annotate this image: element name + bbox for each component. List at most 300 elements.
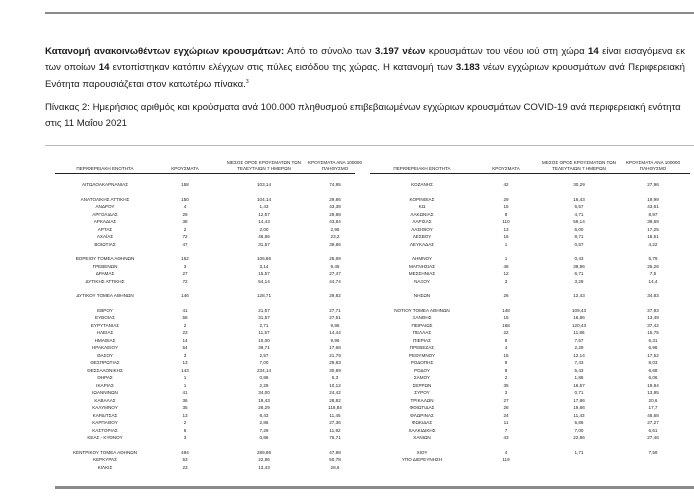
per100k-cell: 10,12 [329,382,341,388]
cases-cell: 72 [182,278,188,284]
table-row [370,338,690,346]
table-row [55,360,355,368]
cases-cell: 4 [183,204,187,209]
cases-cell: 494 [181,449,189,455]
avg7-cell: 4,71 [574,211,584,217]
region-cell: ΛΕΥΚΑΔΑΣ [409,241,435,247]
avg7-cell: 30,29 [573,182,585,187]
cases-cell: 15 [503,204,509,209]
table-row [55,398,355,406]
table-row [55,264,355,272]
table-row [370,264,690,272]
region-cell: ΑΝΑΤΟΛΙΚΗΣ ΑΤΤΙΚΗΣ [80,196,130,202]
avg7-cell: 0,86 [259,375,269,380]
header-cases: ΚΡΟΥΣΜΑΤΑ [492,166,520,171]
table-row [370,383,690,391]
per100k-cell: 8,97 [648,211,658,217]
avg7-cell: 3,29 [574,278,584,284]
per100k-cell: 6,96 [648,345,658,350]
per100k-cell: 30,89 [329,367,341,373]
region-cell: ΕΒΡΟΥ [97,307,113,313]
cases-cell: 47 [182,241,188,247]
avg7-cell: 7,57 [574,337,584,343]
table-row [370,197,690,205]
region-cell: ΚΑΛΥΜΝΟΥ [92,405,118,410]
per100k-cell: 37,42 [647,322,659,328]
table-row [370,368,690,376]
cases-cell: 3 [504,278,508,284]
per100k-cell: 6,06 [648,375,658,380]
cases-cell: 3 [183,352,187,358]
cases-cell: 143 [181,367,189,373]
avg7-cell: 16,57 [573,382,585,388]
avg7-cell: 16,43 [573,196,585,202]
region-cell: ΚΑΡΠΑΘΟΥ [92,420,118,425]
cases-cell: 14 [182,337,188,343]
per100k-cell: 13,49 [647,315,659,320]
avg7-cell: 12,14 [573,352,585,358]
cases-cell: 4 [504,345,508,350]
region-cell: ΘΑΣΟΥ [97,352,113,358]
cases-cell: 3 [183,263,187,269]
region-cell: ΛΑΡΙΣΑΣ [412,219,432,224]
region-cell: ΡΕΘΥΜΝΟΥ [408,352,436,358]
region-cell: ΔΡΑΜΑΣ [95,271,115,276]
cases-cell: 2 [183,420,187,425]
per100k-cell: 11,45 [329,412,341,418]
avg7-cell: 234,14 [256,367,272,373]
total-new-cases: 3.197 νέων [375,46,426,57]
table-row [370,308,690,316]
avg7-cell: 5,86 [574,420,584,425]
per100k-cell: 7,5 [649,271,657,276]
table-row [370,293,690,301]
cases-cell: 11 [503,420,509,425]
cases-cell: 35 [182,405,188,410]
per100k-cell: 27,46 [647,435,659,440]
region-cell: ΣΥΡΟΥ [414,390,430,395]
cases-cell: 53 [182,457,188,462]
avg7-cell: 8,43 [259,412,269,418]
per100k-cell: 15,75 [647,330,659,335]
paragraph-text: κρουσμάτων του νέου ιού στη χώρα [425,46,589,57]
avg7-cell: 11,86 [573,330,585,335]
table-row [370,234,690,242]
per100k-cell: 6,68 [648,367,658,373]
region-cell: ΙΚΑΡΙΑΣ [96,382,114,388]
region-cell: ΔΥΤΙΚΟΥ ΤΟΜΕΑ ΑΘΗΝΩΝ [76,293,134,298]
avg7-cell: 10,00 [258,337,270,343]
cases-cell: 152 [181,256,189,261]
table-row [370,353,690,361]
avg7-cell: 34,00 [258,390,270,395]
table-row [55,279,355,287]
table-row [55,204,355,212]
avg7-cell: 56,14 [573,219,585,224]
table-row [55,234,355,242]
cases-cell: 26 [503,293,509,298]
header-per-100k: ΚΡΟΥΣΜΑΤΑ ΑΝΑ 100000 ΠΛΗΘΥΣΜΟ [307,160,363,171]
cases-cell: 24 [503,412,509,418]
avg7-cell: 15,57 [258,271,270,276]
footnote-marker[interactable]: 3 [245,78,249,85]
cases-cell: 27 [182,271,188,276]
table-row [370,405,690,413]
region-cell: ΑΡΤΑΣ [97,226,113,232]
cases-cell: 2 [183,226,187,232]
per100k-cell: 17,7 [648,405,658,410]
table-row [370,457,690,465]
avg7-cell: 104,14 [256,196,272,202]
domestic-cases: 3.183 [455,62,480,74]
avg7-cell: 1,86 [574,375,584,380]
region-cell: ΚΑΡΔΙΤΣΑΣ [92,412,118,418]
per100k-cell: 28,6 [330,464,340,470]
per100k-cell: 29,86 [329,196,341,202]
table-row [55,345,355,353]
table-caption: Πίνακας 2: Ημερήσιος αριθμός και κρούσματα ανά 100.000 πληθυσμού επιβεβαιωμένων εγχώριων κρουσμάτων COVID-19 ανά περιφερειακή ενότητα στις 11 Μαΐου 2021 [45,102,681,129]
table-row [55,242,355,250]
per100k-cell: 14,4 [648,278,658,284]
per100k-cell: 21,79 [329,352,341,358]
avg7-cell: 19,86 [573,405,585,410]
avg7-cell: 2,71 [259,322,269,328]
table-row [370,345,690,353]
cases-cell: 146 [181,293,189,298]
region-cell: ΗΛΕΙΑΣ [96,330,114,335]
region-cell: ΧΑΝΙΩΝ [413,435,431,440]
avg7-cell: 2,86 [259,420,269,425]
per100k-cell: 29,83 [329,360,341,365]
table-row [55,413,355,421]
per100k-cell: 76,71 [329,435,341,440]
avg7-cell: 6,71 [574,271,584,276]
region-cell: ΕΥΡΥΤΑΝΙΑΣ [90,322,120,328]
avg7-cell: 6,00 [574,226,584,232]
per100k-cell: 27,93 [647,307,659,313]
per100k-cell: 19,99 [647,196,659,202]
avg7-cell: 2,57 [259,352,269,358]
region-cell: ΗΡΑΚΛΕΙΟΥ [91,345,119,350]
avg7-cell: 0,57 [574,241,584,247]
table-row [370,360,690,368]
per100k-cell: 38,69 [647,219,659,224]
cases-cell: 38 [182,219,188,224]
table-row [370,242,690,250]
region-cell: ΜΑΓΝΗΣΙΑΣ [408,263,436,269]
page-top-rule [45,12,694,14]
per100k-cell: 27,47 [329,271,341,276]
per100k-cell: 18,51 [647,234,659,239]
region-cell: ΚΙΛΚΙΣ [97,464,113,470]
avg7-cell: 39,71 [258,345,270,350]
table-row [55,271,355,279]
region-cell: ΑΙΤΩΛΟΑΚΑΡΝΑΝΙΑΣ [81,182,129,187]
cases-cell: 29 [503,196,509,202]
cases-cell: 15 [503,315,509,320]
cases-cell: 3 [504,390,508,395]
table-row [55,435,355,443]
table-row [55,197,355,205]
avg7-cell: 128,71 [256,293,272,298]
region-cell: ΣΑΜΟΥ [413,375,431,380]
table-row [370,420,690,428]
table-row [370,450,690,458]
avg7-cell: 109,43 [571,307,587,313]
region-cell: ΑΧΑΪΑΣ [96,234,114,239]
avg7-cell: 21,57 [258,307,270,313]
per100k-cell: 27,51 [329,315,341,320]
table-right-half [370,157,690,465]
border-cases: 14 [98,62,110,74]
region-cell: ΘΕΣΠΡΩΤΙΑΣ [90,360,120,365]
cases-cell: 23 [182,464,188,470]
table-row [370,323,690,331]
header-region: ΠΕΡΙΦΕΡΕΙΑΚΗ ΕΝΟΤΗΤΑ [393,166,451,171]
per100k-cell: 5,79 [648,256,658,261]
imported-cases: 14 [588,46,599,57]
table-row [370,219,690,227]
table-row [370,227,690,235]
table-row [55,315,355,323]
table-row [370,413,690,421]
region-cell: ΜΕΣΣΗΝΙΑΣ [408,271,436,276]
table-row [370,398,690,406]
avg7-cell: 31,57 [258,315,270,320]
per100k-cell: 6,61 [648,427,658,433]
avg7-cell: 106,86 [256,256,272,261]
paragraph-text: Από το σύνολο των [284,46,375,57]
per100k-cell: 27,36 [329,420,341,425]
region-cell: ΛΗΜΝΟΥ [411,256,433,261]
per100k-cell: 46,68 [647,412,659,418]
table-row [55,405,355,413]
cases-cell: 2 [504,375,508,380]
region-cell: ΦΩΚΙΔΑΣ [411,420,433,425]
per100k-cell: 11,92 [329,427,341,433]
table-row [370,204,690,212]
per100k-cell: 7,59 [648,449,658,455]
per100k-cell: 25,26 [647,263,659,269]
per100k-cell: 34,83 [647,293,659,298]
region-cell: ΗΜΑΘΙΑΣ [94,337,116,343]
region-cell: ΛΕΣΒΟΥ [412,234,432,239]
per100k-cell: 44,74 [329,278,341,284]
table-body [55,182,355,472]
per100k-cell: 14,44 [329,330,341,335]
cases-cell: 6 [183,427,187,433]
cases-cell: 36 [182,397,188,403]
region-cell: ΛΑΣΙΘΙΟΥ [411,226,433,232]
per100k-cell: 118,84 [328,405,342,410]
avg7-cell: 0,71 [574,390,584,395]
region-cell: ΔΥΤΙΚΗΣ ΑΤΤΙΚΗΣ [85,278,125,284]
per100k-cell: 29,88 [329,211,341,217]
region-cell: ΚΩ [418,204,426,209]
table-row [55,212,355,220]
table-top-rule [45,145,694,146]
avg7-cell: 7,00 [259,360,269,365]
avg7-cell: 289,86 [256,449,272,455]
avg7-cell: 7,29 [259,427,269,433]
region-cell: ΚΑΣΤΟΡΙΑΣ [92,427,118,433]
table-row [55,330,355,338]
table-body [370,182,690,465]
table-row [55,219,355,227]
cases-cell: 28 [503,405,509,410]
avg7-cell: 54,14 [258,278,270,284]
cases-cell: 23 [182,330,188,335]
cases-cell: 8 [504,211,508,217]
per100k-cell: 9,96 [330,337,340,343]
region-cell: ΝΗΣΩΝ [413,293,431,298]
region-cell: ΓΡΕΒΕΝΩΝ [92,263,118,269]
avg7-cell: 14,43 [258,219,270,224]
cases-cell: 158 [181,182,189,187]
cases-cell: 41 [182,307,188,313]
table-row [55,465,355,473]
table-row [370,435,690,443]
cases-cell: 41 [182,390,188,395]
region-cell: ΡΟΔΟΥ [413,367,430,373]
paragraph-text: εντοπίστηκαν κατόπιν ελέγχων στις πύλες εισόδου της χώρας. Η κατανομή των [109,62,456,74]
avg7-cell: 12,43 [573,293,585,298]
cases-cell: 16 [503,234,509,239]
cases-cell: 168 [502,322,510,328]
cases-cell: 1 [183,382,187,388]
avg7-cell: 1,43 [259,204,269,209]
table-row [55,375,355,383]
region-cell: ΣΕΡΡΩΝ [412,382,432,388]
region-cell: ΚΑΒΑΛΑΣ [94,397,116,403]
per100k-cell: 28,82 [329,397,341,403]
per100k-cell: 17,52 [647,352,659,358]
cases-cell: 12 [503,271,509,276]
cases-cell: 58 [182,315,188,320]
per100k-cell: 17,68 [329,345,341,350]
region-cell: ΚΟΖΑΝΗΣ [411,182,433,187]
per100k-cell: 24,42 [329,390,341,395]
per100k-cell: 13,95 [647,390,659,395]
cases-cell: 27 [503,397,509,403]
cases-cell: 7 [504,427,508,433]
table-row [55,293,355,301]
paragraph-text: είναι εισαγόμενα εκ των οποίων [45,46,685,74]
avg7-cell: 28,29 [258,405,270,410]
avg7-cell: 2,29 [259,382,269,388]
per100k-cell: 74,95 [329,182,341,187]
per100k-cell: 25,69 [329,256,341,261]
table-row [55,450,355,458]
cases-cell: 110 [502,219,510,224]
header-per-100k: ΚΡΟΥΣΜΑΤΑ ΑΝΑ 100000 ΠΛΗΘΥΣΜΟ [625,160,681,171]
avg7-cell: 2,29 [574,345,584,350]
avg7-cell: 16,86 [573,315,585,320]
per100k-cell: 2,95 [330,226,340,232]
region-cell: ΝΑΞΟΥ [414,278,430,284]
table-row [370,390,690,398]
table-row [370,256,690,264]
avg7-cell: 11,57 [258,330,270,335]
region-cell: ΒΟΡΕΙΟΥ ΤΟΜΕΑ ΑΘΗΝΩΝ [75,256,135,261]
table-row [370,330,690,338]
per100k-cell: 9,96 [330,322,340,328]
per100k-cell: 8,03 [648,360,658,365]
header-cases: ΚΡΟΥΣΜΑΤΑ [171,166,199,171]
region-cell: ΑΝΔΡΟΥ [95,204,115,209]
per100k-cell: 27,71 [329,307,341,313]
table-row [55,182,355,190]
cases-cell: 29 [182,211,188,217]
table-row [370,279,690,287]
table-row [55,227,355,235]
avg7-cell: 7,00 [574,427,584,433]
avg7-cell: 1,71 [574,449,584,455]
cases-cell: 3 [183,435,187,440]
table-row [370,182,690,190]
avg7-cell: 11,43 [573,412,585,418]
avg7-cell: 103,14 [256,182,272,187]
cases-cell: 13 [182,360,188,365]
region-cell: ΥΠΟ ΔΙΕΡΕΥΝΗΣΗ [401,457,443,462]
avg7-cell: 13,43 [258,464,270,470]
avg7-cell: 5,43 [574,367,584,373]
table-header [55,157,363,174]
per100k-cell: 9,45 [330,263,340,269]
region-cell: ΒΟΙΩΤΙΑΣ [94,241,116,247]
per100k-cell: 20,6 [648,397,658,403]
region-cell: ΧΙΟΥ [416,449,428,455]
per100k-cell: 47,98 [329,449,341,455]
avg7-cell: 2,00 [259,226,269,232]
header-7day-avg: ΜΕΣΟΣ ΟΡΟΣ ΚΡΟΥΣΜΑΤΩΝ ΤΩΝ ΤΕΛΕΥΤΑΙΩΝ 7 ΗΜΕΡΩΝ [542,160,616,171]
cases-cell: 1 [183,375,187,380]
header-7day-avg: ΜΕΣΟΣ ΟΡΟΣ ΚΡΟΥΣΜΑΤΩΝ ΤΩΝ ΤΕΛΕΥΤΑΙΩΝ 7 ΗΜΕΡΩΝ [227,160,301,171]
cases-cell: 9 [504,360,508,365]
table-row [55,368,355,376]
avg7-cell: 39,86 [573,263,585,269]
table-row [370,428,690,436]
region-cell: ΦΛΩΡΙΝΑΣ [410,412,434,418]
per100k-cell: 23,2 [330,234,340,239]
cases-cell: 2 [183,322,187,328]
table-left-half [55,157,363,472]
cases-cell: 13 [503,226,509,232]
avg7-cell: 22,86 [573,435,585,440]
per100k-cell: 6,31 [648,337,658,343]
cases-cell: 13 [182,412,188,418]
avg7-cell: 12,57 [258,211,270,217]
table-row [55,308,355,316]
region-cell: ΑΡΓΟΛΙΔΑΣ [92,211,118,217]
avg7-cell: 3,14 [259,263,269,269]
distribution-paragraph [45,44,685,93]
table-row [55,420,355,428]
region-cell: ΚΟΡΙΝΘΙΑΣ [409,196,435,202]
cases-cell: 48 [503,263,509,269]
region-cell: ΞΑΝΘΗΣ [412,315,432,320]
avg7-cell: 6,57 [574,204,584,209]
region-cell: ΙΩΑΝΝΙΝΩΝ [92,390,118,395]
table-row [55,353,355,361]
table-row [55,323,355,331]
avg7-cell: 7,43 [574,360,584,365]
region-cell: ΚΕΝΤΡΙΚΟΥ ΤΟΜΕΑ ΑΘΗΝΩΝ [72,449,138,455]
per100k-cell: 43,61 [647,204,659,209]
region-cell: ΠΕΙΡΑΙΩΣ [411,322,433,328]
cases-cell: 150 [181,196,189,202]
table-row [370,315,690,323]
